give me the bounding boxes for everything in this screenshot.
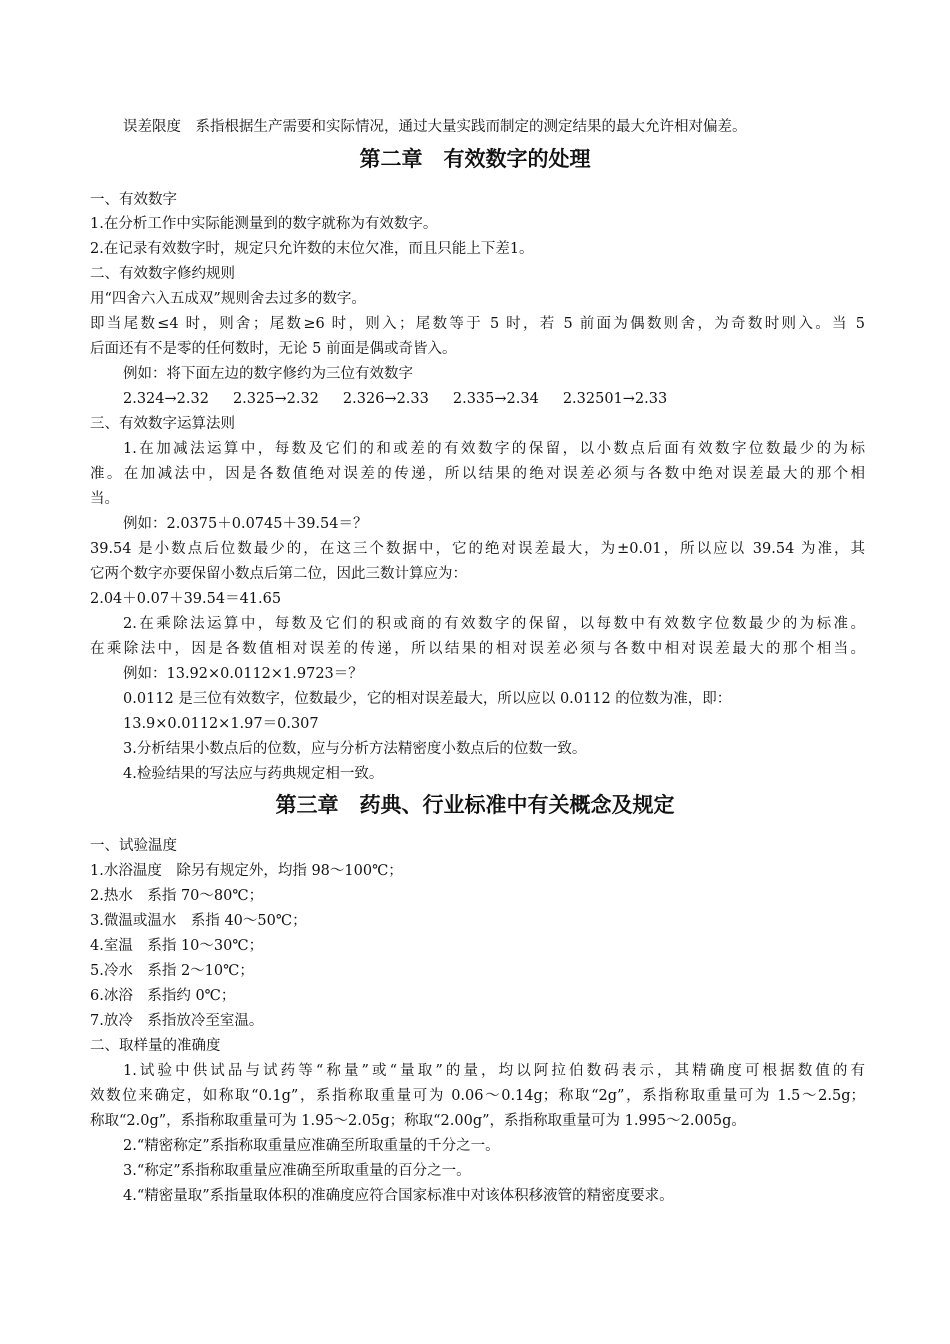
example: 例如：13.92×0.0112×1.9723＝？ [123, 666, 363, 682]
temperature-item: 2.热水 系指 70～80℃； [90, 888, 264, 904]
rounding-example: 2.32501→2.33 [562, 391, 668, 407]
paragraph: 2.“精密称定”系指称取重量应准确至所取重量的千分之一。 [123, 1138, 500, 1154]
rounding-examples [123, 387, 865, 411]
chapter2-title: 第二章 有效数字的处理 [359, 147, 591, 171]
calculation-result: 2.04＋0.07＋39.54＝41.65 [90, 591, 282, 607]
paragraph: 2.在记录有效数字时，规定只允许数的末位欠准，而且只能上下差1。 [90, 241, 534, 257]
chapter3-title: 第三章 药典、行业标准中有关概念及规定 [275, 793, 675, 817]
paragraph: 2.在乘除法运算中，每数及它们的积或商的有效数字的保留，以每数中有效数字位数最少的为标准。 [123, 616, 865, 632]
paragraph: 1.试验中供试品与试药等“称量”或“量取”的量，均以阿拉伯数码表示，其精确度可根据数值的有 [123, 1063, 865, 1079]
paragraph: 4.检验结果的写法应与药典规定相一致。 [123, 766, 384, 782]
temperature-item: 6.冰浴 系指约 0℃； [90, 988, 236, 1004]
rounding-example: 2.324→2.32 [123, 391, 209, 407]
rounding-example: 2.326→2.33 [342, 391, 429, 407]
temperature-item: 1.水浴温度 除另有规定外，均指 98～100℃； [90, 863, 403, 879]
section-heading: 一、有效数字 [90, 192, 177, 208]
paragraph: 当。 [90, 491, 119, 507]
paragraph: 1.在加减法运算中，每数及它们的和或差的有效数字的保留，以小数点后面有效数字位数最少的为标 [123, 441, 865, 457]
paragraph: 效数位来确定，如称取“0.1g”，系指称取重量可为 0.06～0.14g；称取“2g”，系指称取重量可为 1.5～2.5g； [90, 1088, 865, 1104]
paragraph: 用“四舍六入五成双”规则舍去过多的数字。 [90, 291, 366, 307]
rounding-example: 2.325→2.32 [232, 391, 319, 407]
paragraph: 3.“称定”系指称取重量应准确至所取重量的百分之一。 [123, 1163, 471, 1179]
paragraph: 0.0112 是三位有效数字，位数最少，它的相对误差最大，所以应以 0.0112 的位数为准，即： [123, 691, 732, 707]
temperature-item: 3.微温或温水 系指 40～50℃； [90, 913, 307, 929]
paragraph: 39.54 是小数点后位数最少的，在这三个数据中，它的绝对误差最大，为±0.01，所以应以 39.54 为准，其 [90, 541, 865, 557]
paragraph: 4.“精密量取”系指量取体积的准确度应符合国家标准中对该体积移液管的精密度要求。 [123, 1188, 674, 1204]
example: 例如：2.0375＋0.0745＋39.54＝？ [123, 516, 368, 532]
paragraph: 在乘除法中，因是各数值相对误差的传递，所以结果的相对误差必须与各数中相对误差最大的那个相当。 [90, 641, 865, 657]
section-heading: 三、有效数字运算法则 [90, 416, 235, 432]
rounding-example: 2.335→2.34 [452, 391, 539, 407]
paragraph: 它两个数字亦要保留小数点后第二位，因此三数计算应为： [90, 566, 467, 582]
paragraph: 3.分析结果小数点后的位数，应与分析方法精密度小数点后的位数一致。 [123, 741, 587, 757]
example-intro: 例如：将下面左边的数字修约为三位有效数字 [123, 366, 413, 382]
paragraph: 1.在分析工作中实际能测量到的数字就称为有效数字。 [90, 216, 438, 232]
paragraph: 准。在加减法中，因是各数值绝对误差的传递，所以结果的绝对误差必须与各数中绝对误差最大的那个相 [90, 466, 865, 482]
section-heading: 二、取样量的准确度 [90, 1038, 221, 1054]
tolerance-definition: 误差限度 系指根据生产需要和实际情况，通过大量实践而制定的测定结果的最大允许相对偏差。 [123, 119, 747, 135]
paragraph: 称取“2.0g”，系指称取重量可为 1.95～2.05g；称取“2.00g”，系指称取重量可为 1.995～2.005g。 [90, 1113, 746, 1129]
temperature-item: 5.冷水 系指 2～10℃； [90, 963, 254, 979]
calculation-result: 13.9×0.0112×1.97＝0.307 [123, 716, 319, 732]
paragraph: 后面还有不是零的任何数时，无论 5 前面是偶或奇皆入。 [90, 341, 457, 357]
temperature-item: 4.室温 系指 10～30℃； [90, 938, 264, 954]
paragraph: 即当尾数≤4 时，则舍；尾数≥6 时，则入；尾数等于 5 时，若 5 前面为偶数则舍，为奇数时则入。当 5 [90, 316, 865, 332]
section-heading: 一、试验温度 [90, 838, 177, 854]
temperature-item: 7.放冷 系指放冷至室温。 [90, 1013, 264, 1029]
section-heading: 二、有效数字修约规则 [90, 266, 235, 282]
